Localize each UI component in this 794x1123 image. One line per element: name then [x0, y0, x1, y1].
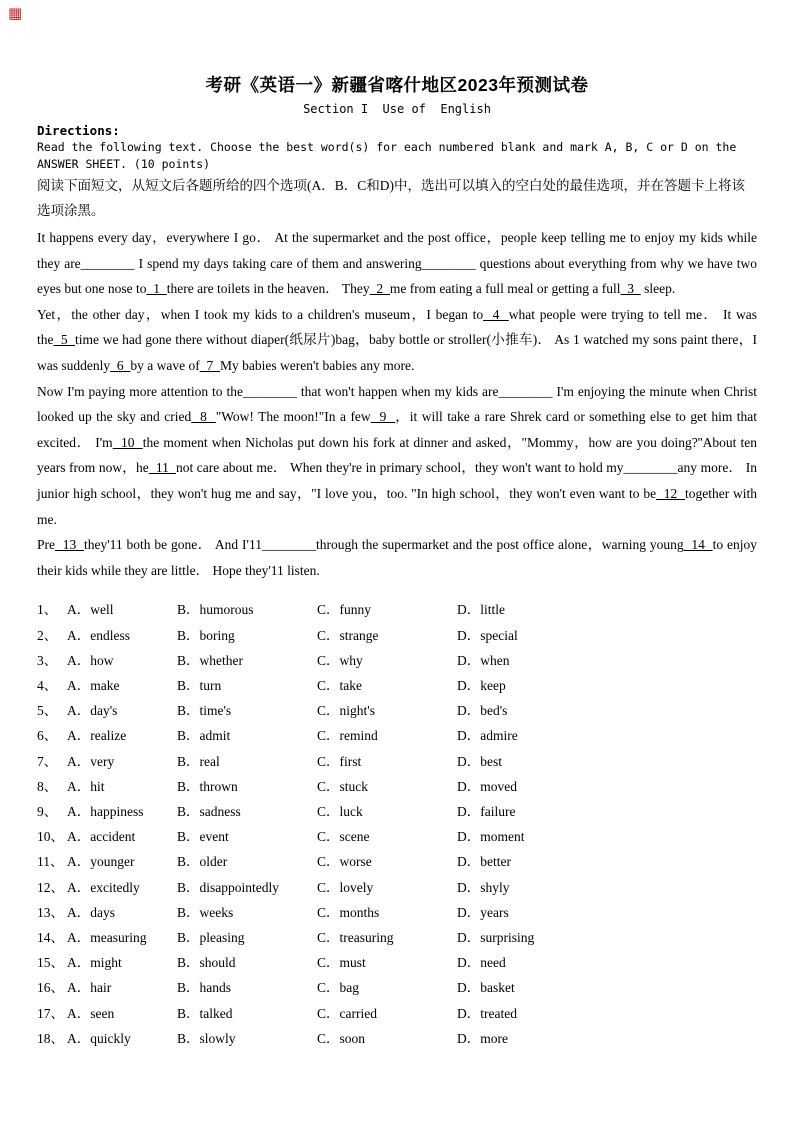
option-b: B．event: [177, 829, 229, 845]
option-c: C．first: [317, 753, 362, 769]
question-row: [37, 673, 757, 698]
directions-english: Read the following text. Choose the best word(s) for each numbered blank and mark A, B, C or D on the ANSWER SHEET. (10 points): [37, 140, 737, 171]
question-row: [37, 1001, 757, 1026]
option-d: D．treated: [457, 1005, 517, 1021]
question-number: 16、: [37, 980, 64, 996]
option-c: C．remind: [317, 728, 378, 744]
option-d: D．failure: [457, 803, 516, 819]
question-number: 11、: [37, 854, 64, 870]
option-a: A．day's: [67, 703, 118, 719]
option-a: A．quickly: [67, 1030, 131, 1046]
option-c: C．lovely: [317, 879, 374, 895]
option-c: C．luck: [317, 803, 363, 819]
question-row: [37, 774, 757, 799]
option-d: D．when: [457, 652, 510, 668]
option-d: D．years: [457, 904, 509, 920]
passage: [37, 225, 757, 583]
question-number: 12、: [37, 879, 64, 895]
option-a: A．realize: [67, 728, 127, 744]
option-b: B．pleasing: [177, 929, 245, 945]
section-heading: Section I Use of English: [303, 102, 491, 116]
option-b: B．time's: [177, 703, 232, 719]
option-d: D．more: [457, 1030, 508, 1046]
directions-chinese: 阅读下面短文，从短文后各题所给的四个选项(A．B．C和D)中，选出可以填入的空白处的最佳选项，并在答题卡上将该选项涂黑。: [37, 178, 745, 218]
option-b: B．admit: [177, 728, 231, 744]
question-row: [37, 597, 757, 622]
option-c: C．worse: [317, 854, 372, 870]
option-b: B．humorous: [177, 602, 254, 618]
option-d: D．shyly: [457, 879, 510, 895]
passage-paragraph: Now I'm paying more attention to the________ that won't happen when my kids are________ I'm enjoying the minute when Christ looked up the sky and cried 8 "Wow! The moon!"In a few 9 ，it will take a rare Shrek card or something else to get him that excited． I'm 10 the moment when Nicholas put down his fork at dinner and asked，"Mommy，how are you doing?''About ten years from now，he 11 not care about me． When they're in primary school，they won't want to hold my________any more． In junior high school，they won't hug me and say，"I love you，too. "In high school，they won't even want to be 12 together with me.: [37, 383, 758, 527]
option-a: A．seen: [67, 1005, 115, 1021]
option-b: B．disappointedly: [177, 879, 279, 895]
question-number: 18、: [37, 1030, 64, 1046]
question-row: [37, 925, 757, 950]
option-d: D．moved: [457, 778, 517, 794]
directions-block: [37, 122, 757, 223]
question-number: 3、: [37, 652, 58, 668]
question-row: [37, 824, 757, 849]
question-row: [37, 1026, 757, 1051]
option-a: A．might: [67, 955, 122, 971]
option-c: C．why: [317, 652, 363, 668]
option-d: D．surprising: [457, 929, 535, 945]
option-b: B．whether: [177, 652, 243, 668]
option-c: C．months: [317, 904, 380, 920]
option-a: A．measuring: [67, 929, 147, 945]
option-a: A．excitedly: [67, 879, 140, 895]
question-row: [37, 648, 757, 673]
question-number: 4、: [37, 677, 58, 693]
option-a: A．how: [67, 652, 114, 668]
passage-paragraph: Yet，the other day，when I took my kids to a children's museum，I began to 4 what people were trying to tell me． It was the 5 time we had gone there without diaper(纸尿片)bag，baby bottle or stroller(小推车)． As 1 watched my sons paint there，I was suddenly 6 by a wave of 7 My babies weren't babies any more.: [37, 306, 758, 373]
option-c: C．stuck: [317, 778, 369, 794]
question-number: 7、: [37, 753, 58, 769]
question-list: [37, 597, 757, 1051]
stamp-icon: ▦: [8, 4, 23, 22]
question-number: 15、: [37, 955, 64, 971]
option-c: C．carried: [317, 1005, 377, 1021]
option-b: B．slowly: [177, 1030, 236, 1046]
option-a: A．days: [67, 904, 115, 920]
question-number: 5、: [37, 703, 58, 719]
question-number: 6、: [37, 728, 58, 744]
question-number: 8、: [37, 778, 58, 794]
question-row: [37, 723, 757, 748]
directions-label: Directions:: [37, 123, 120, 138]
option-b: B．weeks: [177, 904, 234, 920]
passage-paragraph: It happens every day，everywhere I go． At the supermarket and the post office，people keep telling me to enjoy my kids while they are________ I spend my days taking care of them and answering________ questions about everything from why we have two eyes but one nose to 1 there are toilets in the heaven． They 2 me from eating a full meal or getting a full 3 sleep.: [37, 230, 757, 297]
passage-paragraph: Pre 13 they'11 both be gone． And I'11________through the supermarket and the post office alone，warning young 14 to enjoy their kids while they are little． Hope they'11 listen.: [37, 537, 757, 578]
option-a: A．endless: [67, 627, 130, 643]
question-row: [37, 950, 757, 975]
option-a: A．very: [67, 753, 115, 769]
question-number: 10、: [37, 829, 64, 845]
option-b: B．thrown: [177, 778, 238, 794]
page-title: 考研《英语一》新疆省喀什地区2023年预测试卷: [205, 75, 589, 95]
option-c: C．funny: [317, 602, 371, 618]
question-number: 2、: [37, 627, 58, 643]
option-d: D．keep: [457, 677, 506, 693]
option-b: B．talked: [177, 1005, 233, 1021]
option-a: A．accident: [67, 829, 136, 845]
option-b: B．sadness: [177, 803, 241, 819]
option-d: D．better: [457, 854, 511, 870]
option-b: B．hands: [177, 980, 231, 996]
question-number: 17、: [37, 1005, 64, 1021]
option-b: B．boring: [177, 627, 235, 643]
option-a: A．hair: [67, 980, 112, 996]
question-row: [37, 749, 757, 774]
question-row: [37, 849, 757, 874]
option-a: A．happiness: [67, 803, 144, 819]
option-c: C．scene: [317, 829, 370, 845]
option-c: C．take: [317, 677, 362, 693]
option-c: C．soon: [317, 1030, 366, 1046]
option-d: D．need: [457, 955, 506, 971]
option-b: B．older: [177, 854, 228, 870]
option-c: C．night's: [317, 703, 375, 719]
question-row: [37, 623, 757, 648]
option-d: D．bed's: [457, 703, 508, 719]
question-row: [37, 900, 757, 925]
option-c: C．bag: [317, 980, 359, 996]
question-number: 13、: [37, 904, 64, 920]
option-d: D．best: [457, 753, 502, 769]
option-d: D．special: [457, 627, 518, 643]
question-row: [37, 975, 757, 1000]
option-b: B．real: [177, 753, 220, 769]
question-row: [37, 698, 757, 723]
question-number: 9、: [37, 803, 58, 819]
option-c: C．treasuring: [317, 929, 394, 945]
option-d: D．admire: [457, 728, 518, 744]
option-d: D．basket: [457, 980, 515, 996]
option-d: D．little: [457, 602, 505, 618]
option-a: A．hit: [67, 778, 105, 794]
option-a: A．younger: [67, 854, 135, 870]
option-c: C．must: [317, 955, 366, 971]
option-a: A．well: [67, 602, 114, 618]
option-b: B．should: [177, 955, 236, 971]
question-row: [37, 799, 757, 824]
option-b: B．turn: [177, 677, 222, 693]
option-a: A．make: [67, 677, 120, 693]
option-c: C．strange: [317, 627, 379, 643]
question-row: [37, 875, 757, 900]
question-number: 1、: [37, 602, 58, 618]
question-number: 14、: [37, 929, 64, 945]
option-d: D．moment: [457, 829, 525, 845]
